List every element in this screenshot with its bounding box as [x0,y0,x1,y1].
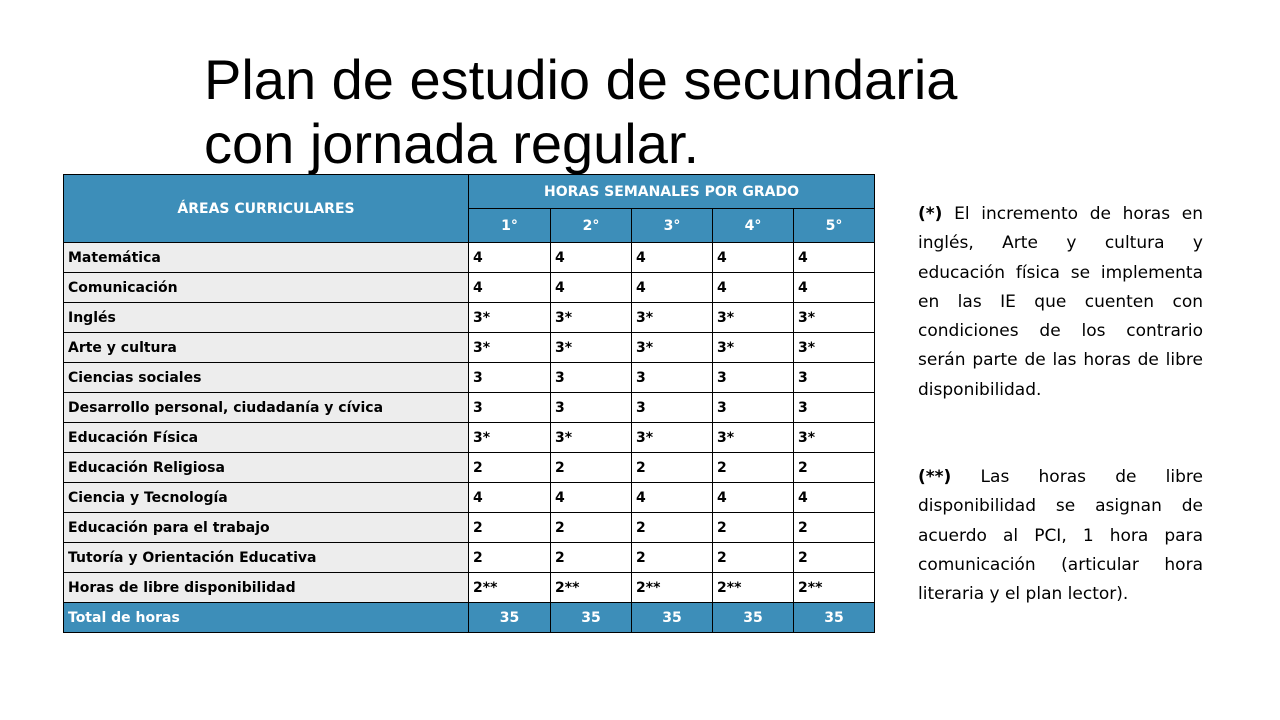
total-cell: 35 [469,603,551,633]
hours-cell: 4 [551,273,632,303]
hours-cell: 3 [632,363,713,393]
hours-cell: 4 [469,483,551,513]
hours-cell: 2 [632,513,713,543]
grade-header: 2° [551,209,632,243]
hours-cell: 3* [794,423,875,453]
hours-cell: 3 [794,363,875,393]
total-cell: 35 [632,603,713,633]
hours-cell: 2 [469,453,551,483]
table-row [64,303,875,333]
hours-cell: 3 [713,363,794,393]
subject-cell: Ciencia y Tecnología [64,483,469,513]
hours-cell: 4 [794,273,875,303]
note-1-marker: (*) [918,204,943,224]
hours-cell: 2** [551,573,632,603]
hours-cell: 3* [469,423,551,453]
hours-cell: 3* [713,303,794,333]
hours-cell: 2 [632,453,713,483]
hours-cell: 4 [469,273,551,303]
hours-cell: 4 [794,243,875,273]
hours-cell: 3* [713,423,794,453]
hours-cell: 2** [469,573,551,603]
subject-cell: Tutoría y Orientación Educativa [64,543,469,573]
subject-cell: Ciencias sociales [64,363,469,393]
hours-cell: 3* [632,303,713,333]
hours-cell: 4 [469,243,551,273]
table-row [64,453,875,483]
table-row [64,483,875,513]
hours-cell: 4 [551,483,632,513]
subject-cell: Educación Religiosa [64,453,469,483]
hours-cell: 3* [469,333,551,363]
note-2-marker: (**) [918,467,952,488]
hours-cell: 3 [469,393,551,423]
hours-cell: 2 [469,543,551,573]
hours-cell: 3* [551,303,632,333]
hours-header: HORAS SEMANALES POR GRADO [469,175,875,209]
hours-cell: 2** [632,573,713,603]
subject-cell: Educación Física [64,423,469,453]
hours-cell: 3 [794,393,875,423]
table-row [64,513,875,543]
hours-cell: 4 [551,243,632,273]
area-header: ÁREAS CURRICULARES [64,175,469,243]
hours-cell: 3* [794,303,875,333]
note-1 [918,200,1203,405]
hours-cell: 3* [469,303,551,333]
subject-cell: Matemática [64,243,469,273]
title-line-1: Plan de estudio de secundaria [204,48,958,111]
total-label: Total de horas [64,603,469,633]
hours-cell: 3 [551,393,632,423]
hours-cell: 2 [713,543,794,573]
hours-cell: 2 [794,513,875,543]
hours-cell: 3 [469,363,551,393]
hours-cell: 4 [632,273,713,303]
hours-cell: 3* [551,333,632,363]
note-1-text: El incremento de horas en inglés, Arte y cultura y educación física se implementa en las IE que cuenten con condiciones de los contrario serán parte de las horas de libre disponibilidad. [918,204,1203,400]
grade-header: 1° [469,209,551,243]
grade-header: 5° [794,209,875,243]
grade-header: 3° [632,209,713,243]
table-row [64,333,875,363]
hours-cell: 2 [551,513,632,543]
hours-cell: 3 [551,363,632,393]
total-cell: 35 [713,603,794,633]
hours-cell: 2** [794,573,875,603]
table-row [64,243,875,273]
hours-cell: 4 [794,483,875,513]
hours-cell: 4 [713,243,794,273]
subject-cell: Horas de libre disponibilidad [64,573,469,603]
hours-cell: 2 [551,453,632,483]
curriculum-table [63,174,875,633]
hours-cell: 2 [713,513,794,543]
note-2 [918,463,1203,609]
grade-header: 4° [713,209,794,243]
hours-cell: 4 [632,243,713,273]
page-title [204,48,957,176]
table-row [64,363,875,393]
hours-cell: 3 [632,393,713,423]
table-row [64,273,875,303]
subject-cell: Arte y cultura [64,333,469,363]
hours-cell: 4 [713,483,794,513]
note-2-text: Las horas de libre disponibilidad se asignan de acuerdo al PCI, 1 hora para comunicación (articular hora literaria y el plan lector). [918,467,1203,605]
subject-cell: Desarrollo personal, ciudadanía y cívica [64,393,469,423]
hours-cell: 3* [632,333,713,363]
hours-cell: 3* [551,423,632,453]
total-cell: 35 [551,603,632,633]
hours-cell: 2** [713,573,794,603]
hours-cell: 2 [551,543,632,573]
hours-cell: 2 [794,453,875,483]
notes [918,200,1203,610]
subject-cell: Inglés [64,303,469,333]
table-row [64,543,875,573]
hours-cell: 3* [794,333,875,363]
total-row [64,603,875,633]
table-row [64,423,875,453]
hours-cell: 4 [632,483,713,513]
subject-cell: Educación para el trabajo [64,513,469,543]
hours-cell: 3* [632,423,713,453]
hours-cell: 4 [713,273,794,303]
subject-cell: Comunicación [64,273,469,303]
hours-cell: 2 [794,543,875,573]
title-line-2: con jornada regular. [204,112,700,175]
hours-cell: 3 [713,393,794,423]
hours-cell: 3* [713,333,794,363]
hours-cell: 2 [713,453,794,483]
hours-cell: 2 [632,543,713,573]
table-row [64,393,875,423]
table-row [64,573,875,603]
total-cell: 35 [794,603,875,633]
hours-cell: 2 [469,513,551,543]
